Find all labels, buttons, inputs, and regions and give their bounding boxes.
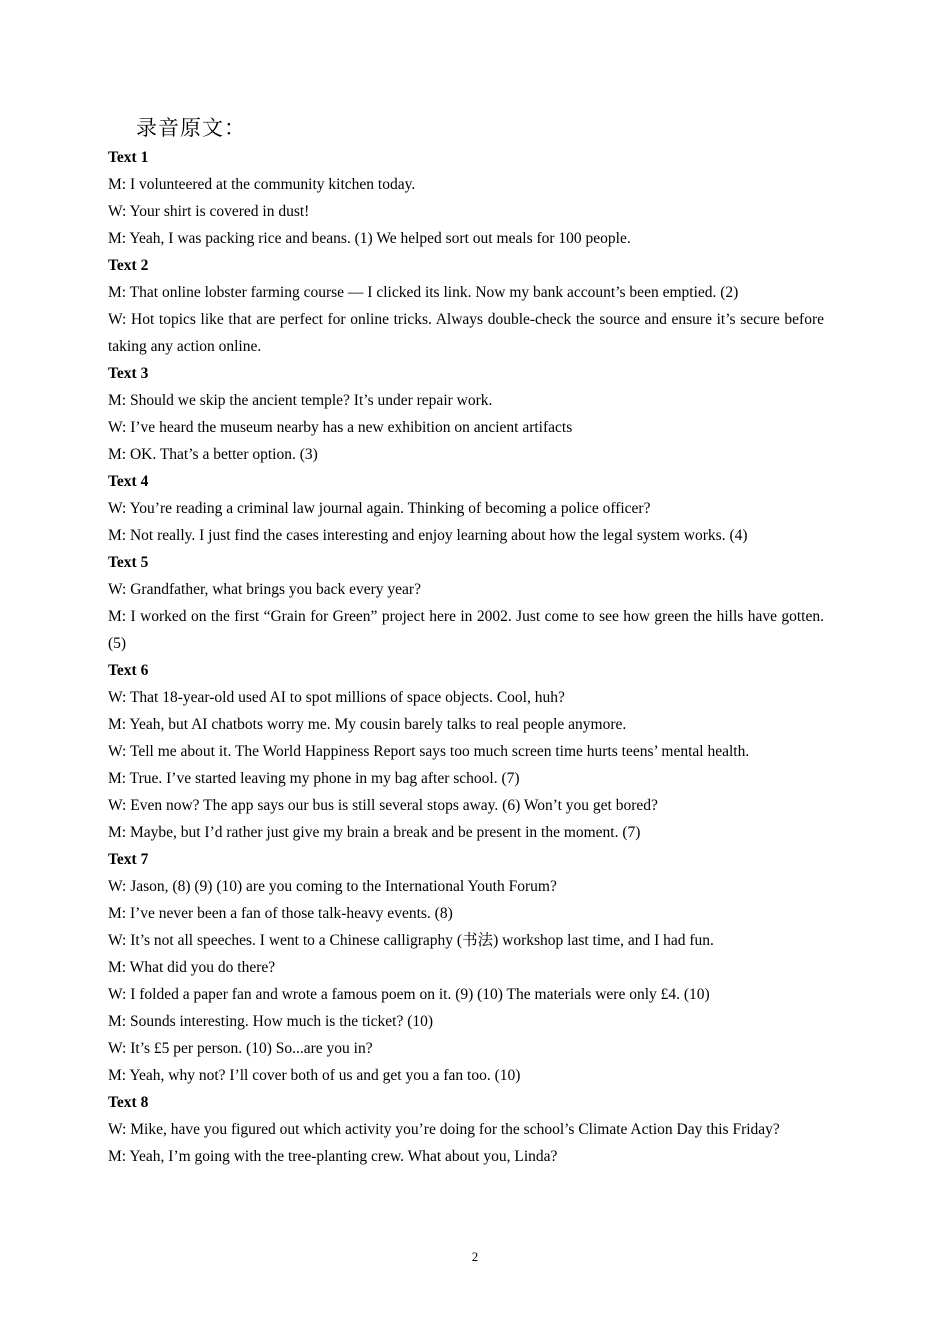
dialogue-line: W: You’re reading a criminal law journal again. Thinking of becoming a police officer? [108, 500, 651, 517]
dialogue-line: W: I folded a paper fan and wrote a famous poem on it. (9) (10) The materials were only £4. (10) [108, 986, 710, 1003]
dialogue-line: W: Jason, (8) (9) (10) are you coming to the International Youth Forum? [108, 878, 557, 895]
transcript-section [108, 1089, 824, 1170]
dialogue-line: M: Yeah, why not? I’ll cover both of us and get you a fan too. (10) [108, 1067, 521, 1084]
transcript-section [108, 657, 824, 846]
section-heading: Text 5 [108, 554, 149, 571]
dialogue-line: W: Mike, have you figured out which activity you’re doing for the school’s Climate Action Day this Friday? [108, 1121, 780, 1138]
dialogue-line: W: It’s not all speeches. I went to a Chinese calligraphy (书法) workshop last time, and I had fun. [108, 932, 714, 949]
section-heading: Text 1 [108, 149, 149, 166]
page-number: 2 [471, 1249, 479, 1264]
section-heading: Text 8 [108, 1094, 149, 1111]
section-heading: Text 4 [108, 473, 149, 490]
transcript-section [108, 846, 824, 1089]
dialogue-line: M: Yeah, I was packing rice and beans. (1) We helped sort out meals for 100 people. [108, 230, 631, 247]
dialogue-line: W: Hot topics like that are perfect for online tricks. Always double-check the source and ensure it’s secure before taking any action online. [108, 311, 824, 355]
dialogue-line: M: What did you do there? [108, 959, 276, 976]
document-title: 录音原文： [136, 116, 246, 140]
dialogue-line: W: Even now? The app says our bus is still several stops away. (6) Won’t you get bored? [108, 797, 658, 814]
dialogue-line: W: Tell me about it. The World Happiness Report says too much screen time hurts teens’ mental health. [108, 743, 750, 760]
transcript-section [108, 252, 824, 360]
dialogue-line: W: Your shirt is covered in dust! [108, 203, 310, 220]
dialogue-line: M: I’ve never been a fan of those talk-heavy events. (8) [108, 905, 453, 922]
section-heading: Text 2 [108, 257, 149, 274]
dialogue-line: M: True. I’ve started leaving my phone in my bag after school. (7) [108, 770, 520, 787]
dialogue-line: M: Yeah, but AI chatbots worry me. My cousin barely talks to real people anymore. [108, 716, 627, 733]
transcript-section [108, 360, 824, 468]
dialogue-line: M: Maybe, but I’d rather just give my brain a break and be present in the moment. (7) [108, 824, 641, 841]
transcript-sections [108, 144, 824, 1170]
dialogue-line: W: I’ve heard the museum nearby has a new exhibition on ancient artifacts [108, 419, 573, 436]
section-heading: Text 3 [108, 365, 149, 382]
transcript-section [108, 549, 824, 657]
dialogue-line: W: That 18-year-old used AI to spot millions of space objects. Cool, huh? [108, 689, 565, 706]
dialogue-line: W: Grandfather, what brings you back every year? [108, 581, 421, 598]
section-heading: Text 7 [108, 851, 149, 868]
dialogue-line: M: I volunteered at the community kitchen today. [108, 176, 416, 193]
section-heading: Text 6 [108, 662, 149, 679]
dialogue-line: M: Yeah, I’m going with the tree-planting crew. What about you, Linda? [108, 1148, 558, 1165]
transcript-section [108, 468, 824, 549]
dialogue-line: M: Should we skip the ancient temple? It’s under repair work. [108, 392, 493, 409]
dialogue-line: M: Not really. I just find the cases interesting and enjoy learning about how the legal system works. (4) [108, 527, 748, 544]
dialogue-line: M: Sounds interesting. How much is the ticket? (10) [108, 1013, 434, 1030]
dialogue-line: M: That online lobster farming course — I clicked its link. Now my bank account’s been emptied. (2) [108, 284, 739, 301]
dialogue-line: W: It’s £5 per person. (10) So...are you in? [108, 1040, 373, 1057]
document-page [108, 112, 824, 1170]
dialogue-line: M: I worked on the first “Grain for Green” project here in 2002. Just come to see how green the hills have gotten. (5) [108, 608, 824, 652]
transcript-section [108, 144, 824, 252]
dialogue-line: M: OK. That’s a better option. (3) [108, 446, 318, 463]
